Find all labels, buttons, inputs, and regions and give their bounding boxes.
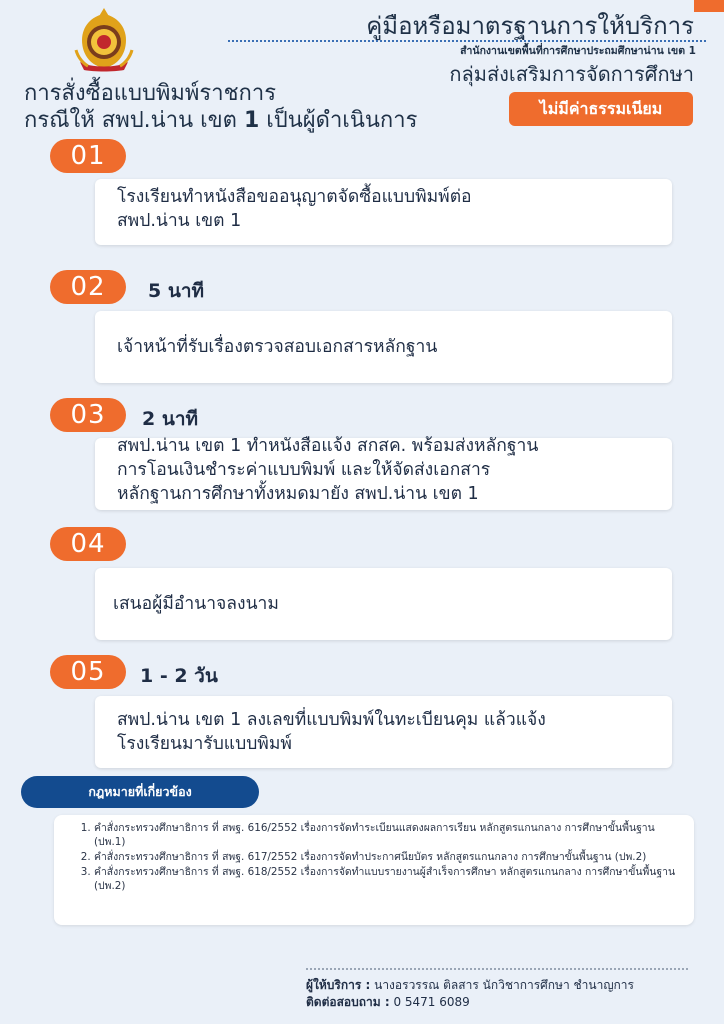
step-card [95, 179, 672, 245]
step-number: 05 [50, 655, 126, 689]
page-title [24, 80, 417, 134]
step-duration: 5 นาที [148, 280, 205, 302]
step-text: เจ้าหน้าที่รับเรื่องตรวจสอบเอกสารหลักฐาน [117, 337, 438, 357]
header-title: คู่มือหรือมาตรฐานการให้บริการ [366, 12, 694, 40]
law-item: 1. คำสั่งกระทรวงศึกษาธิการ ที่ สพฐ. 616/2552 เรื่องการจัดทำระเบียนแสดงผลการเรียน หลักสูตรแกนกลาง การศึกษาขั้นพื้นฐาน (ปพ.1) [94, 821, 682, 849]
step-card [95, 696, 672, 768]
step-number: 02 [50, 270, 126, 304]
step-card [95, 311, 672, 383]
step-number: 01 [50, 139, 126, 173]
step-duration: 2 นาที [142, 408, 199, 430]
contact-label: ติดต่อสอบถาม : [306, 995, 390, 1009]
step-text: เสนอผู้มีอำนาจลงนาม [113, 594, 279, 614]
page-title-line2-b: เป็นผู้ดำเนินการ [259, 108, 418, 133]
provider-label: ผู้ให้บริการ : [306, 978, 371, 992]
step-text: สพป.น่าน เขต 1 ทำหนังสือแจ้ง สกสค. พร้อมส่งหลักฐาน การโอนเงินชำระค่าแบบพิมพ์ และให้จัดส่งเอกสาร หลักฐานการศึกษาทั้งหมดมายัง สพป.น่าน เขต 1 [117, 436, 539, 504]
step-text: สพป.น่าน เขต 1 ลงเลขที่แบบพิมพ์ในทะเบียนคุม แล้วแจ้ง โรงเรียนมารับแบบพิมพ์ [117, 710, 546, 754]
step-number: 04 [50, 527, 126, 561]
provider-value: นางอรวรรณ ติลสาร นักวิชาการศึกษา ชำนาญการ [370, 978, 634, 992]
contact-value: 0 5471 6089 [389, 995, 470, 1009]
page-title-district-number: 1 [243, 108, 260, 133]
laws-list [54, 815, 694, 893]
ministry-emblem-icon [74, 6, 134, 72]
law-item: 2. คำสั่งกระทรวงศึกษาธิการ ที่ สพฐ. 617/2552 เรื่องการจัดทำประกาศนียบัตร หลักสูตรแกนกลาง การศึกษาขั้นพื้นฐาน (ปพ.2) [94, 850, 682, 864]
page-title-line2-a: กรณีให้ สพป.น่าน เขต [24, 108, 244, 133]
footer-divider [306, 968, 688, 970]
footer-contact [306, 993, 470, 1012]
step-card [95, 568, 672, 640]
header-group: กลุ่มส่งเสริมการจัดการศึกษา [449, 62, 694, 86]
page-title-line2 [24, 107, 417, 134]
page-title-line1: การสั่งซื้อแบบพิมพ์ราชการ [24, 81, 277, 106]
step-text: โรงเรียนทำหนังสือขออนุญาตจัดซื้อแบบพิมพ์ต่อ สพป.น่าน เขต 1 [117, 187, 472, 231]
law-item: 3. คำสั่งกระทรวงศึกษาธิการ ที่ สพฐ. 618/2552 เรื่องการจัดทำแบบรายงานผู้สำเร็จการศึกษา หลักสูตรแกนกลาง การศึกษาขั้นพื้นฐาน (ปพ.2) [94, 865, 682, 893]
header-office: สำนักงานเขตพื้นที่การศึกษาประถมศึกษาน่าน เขต 1 [460, 45, 696, 57]
corner-accent [694, 0, 724, 12]
laws-heading: กฎหมายที่เกี่ยวข้อง [21, 776, 259, 808]
step-number: 03 [50, 398, 126, 432]
step-card [95, 438, 672, 510]
laws-box [54, 815, 694, 925]
fee-badge: ไม่มีค่าธรรมเนียม [509, 92, 693, 126]
step-duration: 1 - 2 วัน [140, 665, 218, 687]
